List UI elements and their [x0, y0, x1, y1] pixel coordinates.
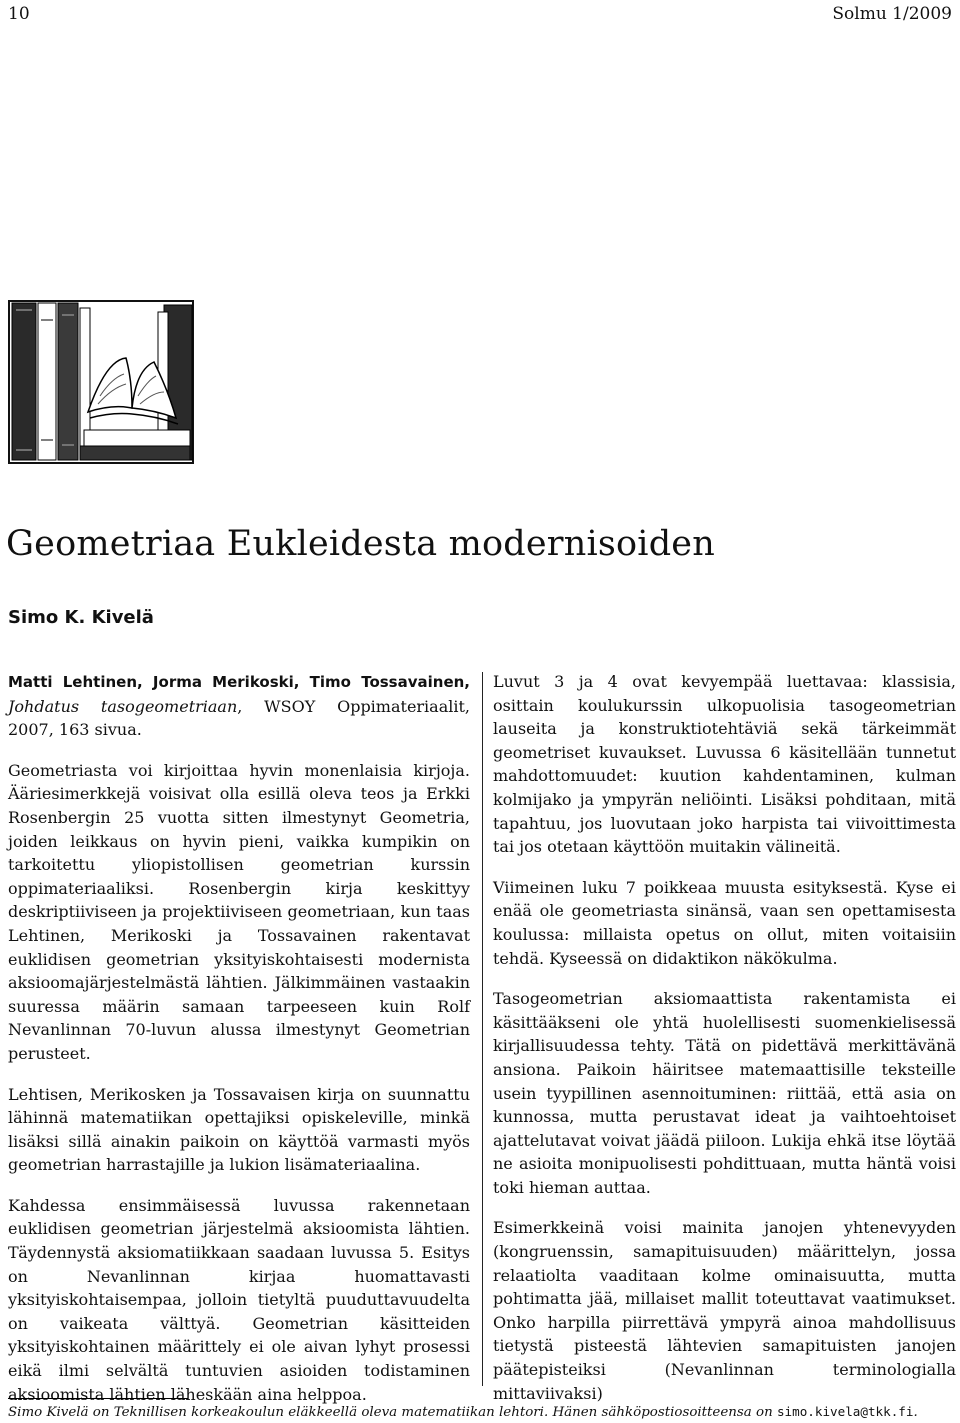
- email-link[interactable]: simo.kivela@tkk.fi: [776, 1404, 914, 1419]
- footnote-rule: [8, 1398, 188, 1399]
- paragraph: Luvut 3 ja 4 ovat kevyempää luettavaa: klassisia, osittain koulukurssin ulkopuolisia tasogeometrian lauseita ja konstruktiotehtäviä sekä tärkeimmät geometriset kuvaukset. Luvussa 6 käsitellään tunnetut mahdottomuudet: kuution kahdentaminen, kulman kolmijako ja ympyrän neliöinti. Lisäksi pohditaan, mitä tapahtuu, jos luovutaan joko harpista tai viivoittimesta tai jos otetaan käyttöön muitakin välineitä.: [493, 672, 956, 857]
- column-divider: [482, 672, 483, 1386]
- footnote: [8, 1404, 918, 1420]
- article-author: Simo K. Kivelä: [8, 607, 154, 628]
- running-head: Solmu 1/2009: [832, 4, 952, 24]
- bibliography-authors: Matti Lehtinen, Jorma Merikoski, Timo Tossavainen,: [8, 673, 470, 691]
- page-number: 10: [8, 4, 30, 24]
- paragraph: Viimeinen luku 7 poikkeaa muusta esityksestä. Kyse ei enää ole geometriasta sinänsä, vaan sen opettamisesta koulussa: millaista opetus on ollut, miten voitaisiin tehdä. Kyseessä on didaktikon näkökulma.: [493, 877, 956, 968]
- footnote-end: .: [913, 1405, 918, 1420]
- bibliography-details: , WSOY Oppimateriaalit, 2007, 163 sivua.: [8, 696, 471, 740]
- paragraph: Lehtisen, Merikosken ja Tossavaisen kirja on suunnattu lähinnä matematiikan opettajiksi opiskeleville, minkä lisäksi sillä ainakin paikoin on käyttöä varmasti myös geometrian harrastajille ja lukion lisämateriaalina.: [8, 1084, 470, 1175]
- bibliography: [8, 670, 470, 742]
- books-illustration-icon: [8, 300, 194, 464]
- article-title: Geometriaa Eukleidesta modernisoiden: [6, 524, 715, 564]
- footnote-text: Simo Kivelä on Teknillisen korkeakoulun eläkkeellä oleva matematiikan lehtori. Hänen sähköpostiosoitteensa on: [8, 1405, 777, 1420]
- bibliography-book-title: Johdatus tasogeometriaan: [8, 696, 238, 716]
- paragraph: Kahdessa ensimmäisessä luvussa rakennetaan euklidisen geometrian järjestelmä aksioomista lähtien. Täydennystä aksiomatiikkaan saadaan luvussa 5. Esitys on Nevanlinnan kirjaa huomattavasti yksityiskohtaisempaa, jolloin tietyltä puuduttavuudelta on vaikeata välttyä. Geometrian käsitteiden yksityiskohtainen määrittely ei ole aivan lyhyt prosessi eikä ilmi selvältä tuntuvien asioiden todistaminen aksioomista lähtien läheskään aina helppoa.: [8, 1195, 470, 1404]
- paragraph: Tasogeometrian aksiomaattista rakentamista ei käsittääkseni ole yhtä huolellisesti suomenkielisessä kirjallisuudessa tehty. Tätä on pidettävä merkittävänä ansiona. Paikoin häiritsee matemaattisille teksteille usein tyypillinen asennoituminen: riittää, että asia on kunnossa, mutta perustavat ideat ja vaihtoehtoiset ajattelutavat voivat jäädä piiloon. Lukija ehkä itse löytää ne asioita monipuolisesti pohdittuaan, mutta häntä voisi toki hieman auttaa.: [493, 989, 956, 1197]
- paragraph: Geometriasta voi kirjoittaa hyvin monenlaisia kirjoja. Ääriesimerkkejä voisivat olla esillä oleva teos ja Erkki Rosenbergin 25 vuotta sitten ilmestynyt Geometria, joiden leikkaus on hyvin pieni, vaikka kumpikin on tarkoitettu yliopistollisen geometrian kurssin oppimateriaaliksi. Rosenbergin kirja keskittyy deskriptiiviseen ja projektiiviseen geometriaan, kun taas Lehtinen, Merikoski ja Tossavainen rakentavat euklidisen geometrian yksityiskohtaisesti modernista aksioomajärjestelmästä lähtien. Jälkimmäinen vastaakin suuressa määrin samaan tarpeeseen kuin Rolf Nevanlinnan 70-luvun alussa ilmestynyt Geometrian perusteet.: [8, 760, 470, 1063]
- paragraph: Esimerkkeinä voisi mainita janojen yhtenevyyden (kongruenssin, samapituisuuden) määrittelyn, jossa relaatiolta vaaditaan kolme ominaisuutta, mutta pohtimatta jää, millaiset mallit toteuttavat vaatimukset. Onko harpilla piirrettävä ympyrä ainoa mahdollisuus tietystä pisteestä lähtevien samapituisten janojen päätepisteiksi (Nevanlinnan terminologialla mittaviivaksi): [493, 1218, 956, 1403]
- left-column: [8, 670, 470, 1406]
- right-column: [493, 670, 956, 1405]
